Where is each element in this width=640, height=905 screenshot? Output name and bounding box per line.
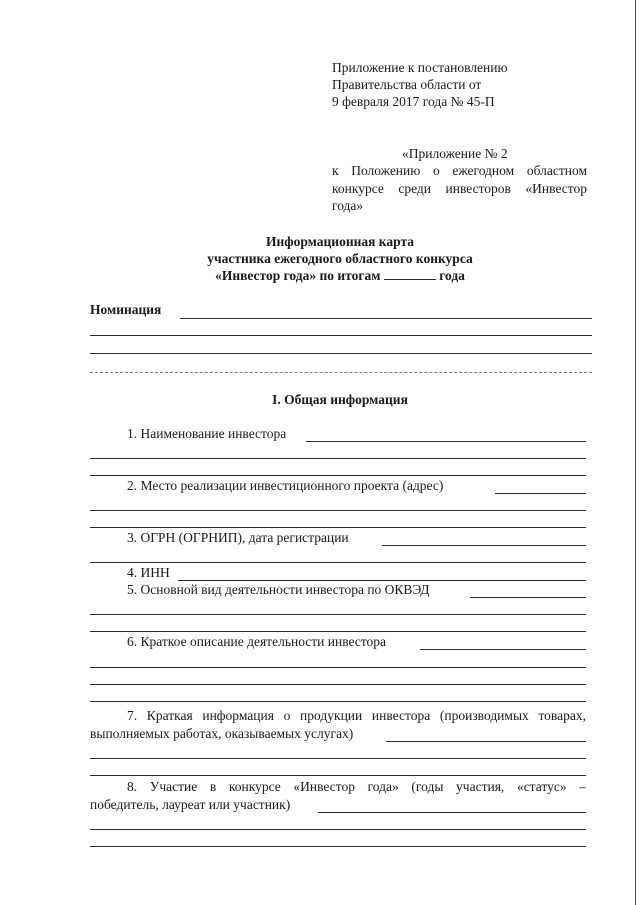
- field-7-input[interactable]: [386, 741, 586, 742]
- field-8-label-line-2: победитель, лауреат или участник): [90, 797, 291, 812]
- field-1-line-3[interactable]: [90, 475, 586, 476]
- field-5-label: 5. Основной вид деятельности инвестора по ОКВЭД: [127, 582, 430, 597]
- year-blank[interactable]: [384, 279, 436, 280]
- field-7-label-line-2: выполняемых работах, оказываемых услугах): [90, 726, 354, 741]
- field-7-label-line-1: 7. Краткая информация о продукции инвестора (производимых товарах,: [127, 708, 586, 723]
- field-1-input[interactable]: [306, 441, 586, 442]
- field-6-line-3[interactable]: [90, 684, 586, 685]
- appendix-line-2: Правительства области от: [332, 77, 482, 92]
- appendix-line-1: Приложение к постановлению: [332, 60, 508, 75]
- page-edge: [635, 0, 636, 905]
- field-5-input[interactable]: [470, 597, 586, 598]
- field-3-line-2[interactable]: [90, 562, 586, 563]
- nomination-line-4[interactable]: [90, 372, 592, 373]
- nomination-field[interactable]: [180, 318, 592, 319]
- appendix2-line-1: «Приложение № 2: [402, 146, 508, 161]
- title-line-1: Информационная карта: [265, 234, 415, 249]
- field-4-label: 4. ИНН: [127, 565, 170, 580]
- field-6-line-2[interactable]: [90, 667, 586, 668]
- title-line-3-prefix: «Инвестор года» по итогам: [215, 268, 381, 283]
- field-7-line-2[interactable]: [90, 758, 586, 759]
- appendix2-line-3: конкурсе среди инвесторов «Инвестор: [332, 181, 587, 196]
- nomination-label: Номинация: [90, 302, 162, 317]
- field-6-input[interactable]: [420, 649, 586, 650]
- field-2-input[interactable]: [495, 493, 586, 494]
- field-4-input[interactable]: [178, 580, 586, 581]
- field-8-line-2[interactable]: [90, 829, 586, 830]
- title-line-2: участника ежегодного областного конкурса: [207, 251, 473, 266]
- field-8-label-line-1: 8. Участие в конкурсе «Инвестор года» (годы участия, «статус» –: [127, 779, 586, 794]
- nomination-line-2[interactable]: [90, 335, 592, 336]
- title-line-3-suffix: года: [439, 268, 465, 283]
- field-8-line-3[interactable]: [90, 846, 586, 847]
- field-8-input[interactable]: [318, 812, 586, 813]
- field-1-label: 1. Наименование инвестора: [127, 426, 287, 441]
- field-7-line-3[interactable]: [90, 775, 586, 776]
- field-5-line-3[interactable]: [90, 631, 586, 632]
- field-2-label: 2. Место реализации инвестиционного проекта (адрес): [127, 478, 444, 493]
- appendix-line-3: 9 февраля 2017 года № 45-П: [332, 94, 495, 109]
- appendix2-line-4: года»: [332, 198, 364, 213]
- field-6-line-4[interactable]: [90, 701, 586, 702]
- appendix2-line-2: к Положению о ежегодном областном: [332, 163, 587, 178]
- field-6-label: 6. Краткое описание деятельности инвестора: [127, 634, 387, 649]
- field-2-line-2[interactable]: [90, 510, 586, 511]
- section-title: I. Общая информация: [272, 392, 408, 407]
- field-5-line-2[interactable]: [90, 614, 586, 615]
- title-line-3: [90, 268, 590, 284]
- field-3-input[interactable]: [382, 545, 586, 546]
- field-1-line-2[interactable]: [90, 458, 586, 459]
- nomination-line-3[interactable]: [90, 353, 592, 354]
- field-2-line-3[interactable]: [90, 527, 586, 528]
- field-3-label: 3. ОГРН (ОГРНИП), дата регистрации: [127, 530, 349, 545]
